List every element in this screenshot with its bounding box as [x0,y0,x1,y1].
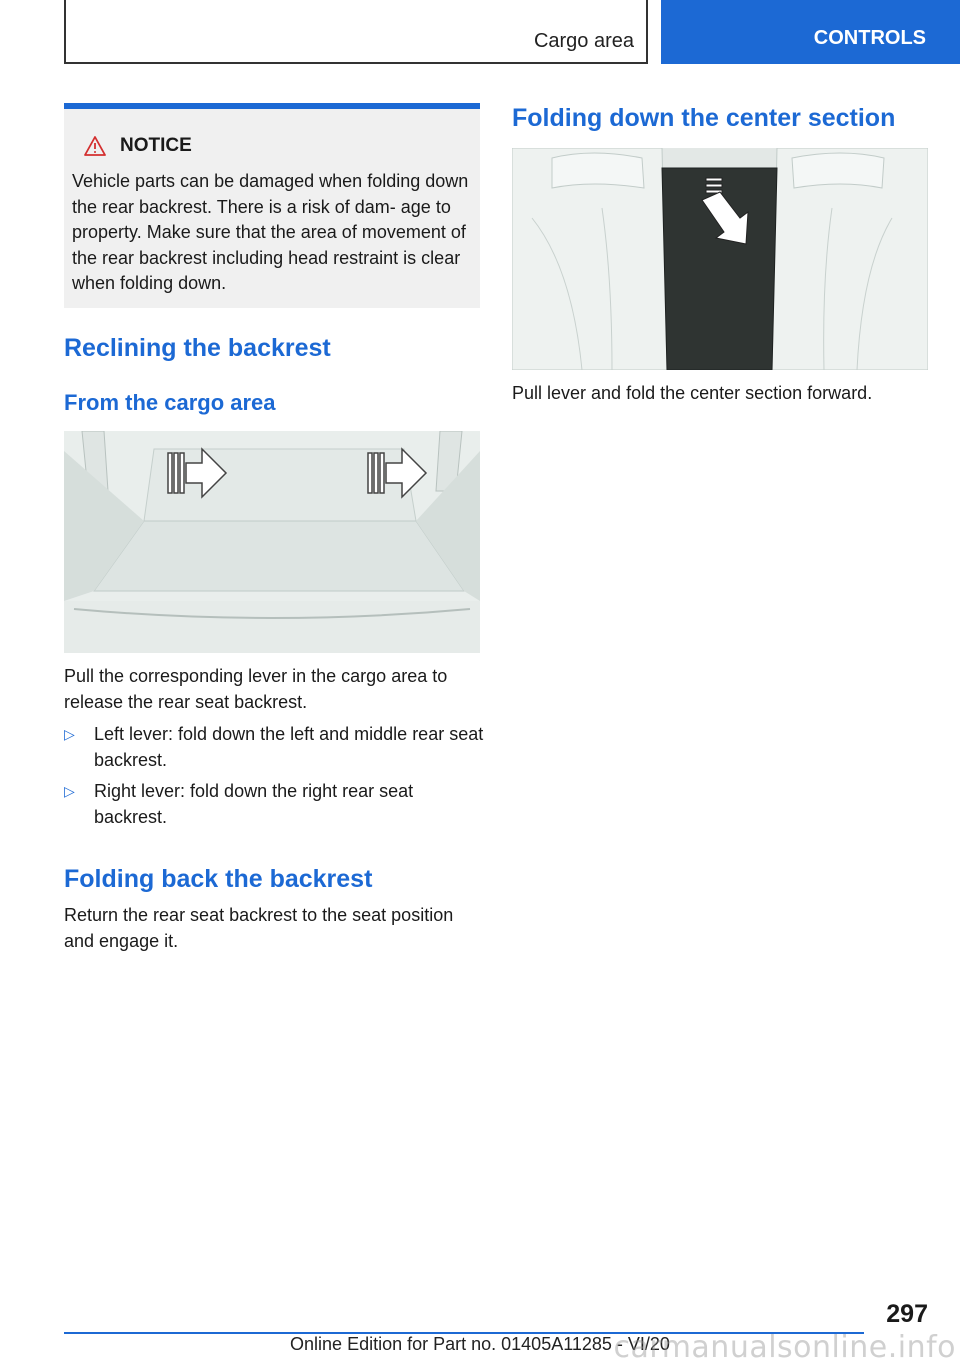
notice-box [64,103,480,308]
heading-folding-center-section: Folding down the center section [512,104,896,132]
heading-reclining-backrest: Reclining the backrest [64,334,331,362]
header-section-title: Cargo area [533,30,634,52]
header-chapter-tab [661,0,960,64]
cargo-area-illustration [64,431,480,653]
subheading-from-cargo-area: From the cargo area [64,390,276,415]
notice-text: Vehicle parts can be damaged when folding down the rear backrest. There is a risk of dam‐ age to property. Make sure that the area of movement of the rear backrest including head restraint is clear when folding down. [72,171,469,293]
center-section-image [512,148,928,370]
notice-title [84,135,192,157]
bullet-item-right-lever [64,779,484,831]
cargo-area-image [64,431,480,653]
heading-folding-back-backrest: Folding back the backrest [64,865,373,893]
caption-center-section: Pull lever and fold the center section forward. [512,383,873,403]
bullet-text: Left lever: fold down the left and middle rear seat backrest. [94,724,484,770]
warning-icon [84,136,106,156]
notice-title-label: NOTICE [120,135,192,156]
bullet-item-left-lever [64,722,484,774]
footer-edition: Online Edition for Part no. 01405A11285 - VI/20 [290,1334,670,1354]
bullet-marker-icon: ▷ [64,783,75,799]
header-chapter-label: CONTROLS [813,26,926,49]
paragraph-release-instruction: Pull the corresponding lever in the cargo area to release the rear seat backrest. [64,666,448,712]
page-number: 297 [886,1300,928,1328]
bullet-text: Right lever: fold down the right rear seat backrest. [94,781,414,827]
paragraph-return-backrest: Return the rear seat backrest to the seat position and engage it. [64,905,454,951]
header-frame [64,0,648,64]
bullet-marker-icon: ▷ [64,726,75,742]
center-section-illustration [512,148,928,370]
watermark: carmanualsonline.info [613,1330,956,1365]
